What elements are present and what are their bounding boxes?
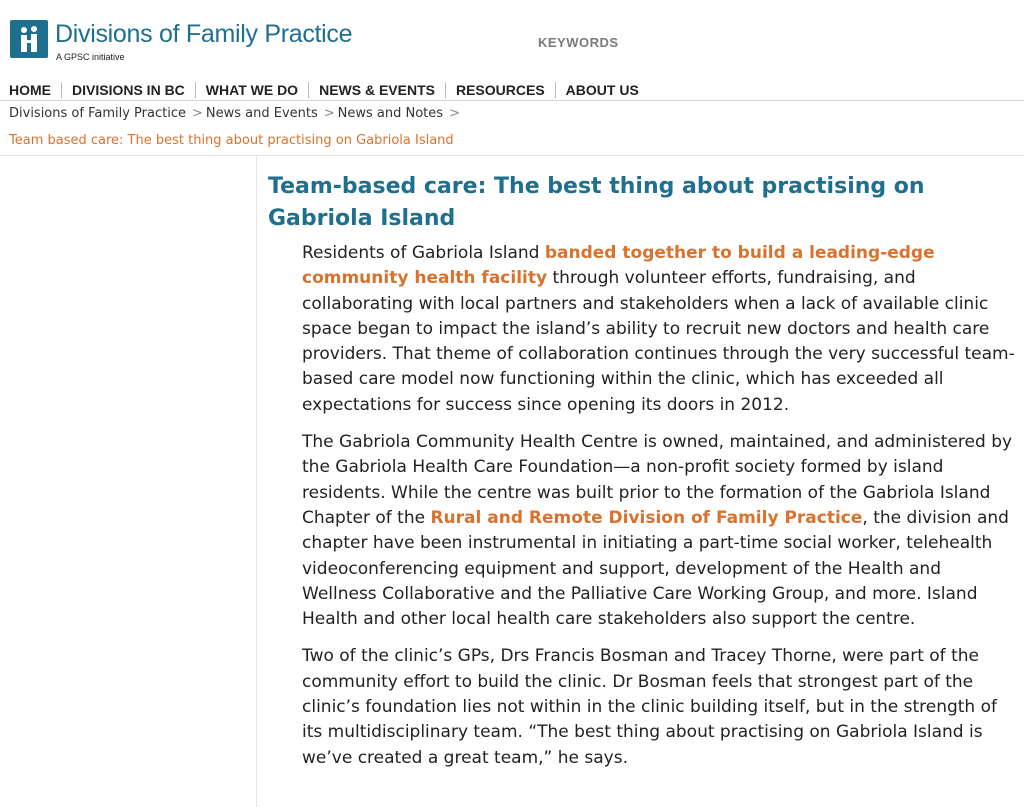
sidebar-divider [256, 156, 257, 807]
paragraph-text: through volunteer efforts, fundraising, and collaborating with local partners and stakeholders when a lack of available clinic space began to impact the island’s ability to recruit new doctors and health care providers. That theme of collaboration continues through the very successful team-based care model now functioning within the clinic, which has exceeded all expectations for success since opening its doors in 2012. [302, 268, 1015, 415]
keywords-link[interactable]: KEYWORDS [538, 35, 619, 50]
site-header [0, 0, 1024, 80]
article-body [302, 241, 1018, 783]
breadcrumb-current: Team based care: The best thing about practising on Gabriola Island [9, 133, 454, 148]
health-facility-link[interactable]: banded together to build a leading-edge community health facility [302, 243, 935, 289]
paragraph-text: , the division and chapter have been instrumental in initiating a part-time social worker, telehealth videoconferencing equipment and support, development of the Health and Wellness Collaborative and the Palliative Care Working Group, and more. Island Health and other local health care stakeholders also support the centre. [302, 507, 1009, 630]
breadcrumb-separator: > [323, 106, 335, 121]
breadcrumb [9, 106, 463, 121]
article-title: Team-based care: The best thing about practising on Gabriola Island [268, 174, 925, 231]
main-nav [0, 81, 649, 99]
logo-icon[interactable] [10, 20, 48, 58]
article-paragraph: Two of the clinic’s GPs, Drs Francis Bosman and Tracey Thorne, were part of the community effort to build the clinic. Dr Bosman feels that strongest part of the clinic’s foundation lies not within in the clinic building itself, but in the strength of its multidisciplinary team. “The best thing about practising on Gabriola Island is we’ve created a great team,” he says. [302, 646, 997, 768]
paragraph-text: The Gabriola Community Health Centre is owned, maintained, and administered by the Gabriola Health Care Foundation—a non-profit society formed by island residents. While the centre was built prior to the formation of the Gabriola Island Chapter of the [302, 432, 1013, 528]
nav-home[interactable]: HOME [0, 82, 62, 98]
article-paragraph [302, 430, 1018, 632]
nav-news-events[interactable]: NEWS & EVENTS [309, 82, 446, 98]
nav-divider [0, 100, 1024, 101]
breadcrumb-item-divisions[interactable]: Divisions of Family Practice [9, 106, 186, 121]
article-paragraph [302, 241, 1018, 418]
nav-resources[interactable]: RESOURCES [446, 82, 556, 98]
breadcrumb-item-news-events[interactable]: News and Events [205, 106, 318, 121]
breadcrumb-divider [0, 155, 1024, 156]
brand-name[interactable]: Divisions of Family Practice [55, 20, 353, 48]
nav-about-us[interactable]: ABOUT US [565, 82, 639, 98]
brand-tagline: A GPSC initiative [56, 52, 125, 62]
nav-what-we-do[interactable]: WHAT WE DO [196, 82, 309, 98]
breadcrumb-separator: > [449, 106, 460, 121]
paragraph-text: Residents of Gabriola Island [302, 243, 545, 263]
breadcrumb-separator: > [191, 106, 203, 121]
breadcrumb-item-news-notes[interactable]: News and Notes [337, 106, 444, 121]
nav-divisions-in-bc[interactable]: DIVISIONS IN BC [62, 82, 196, 98]
rural-remote-division-link[interactable]: Rural and Remote Division of Family Practice [430, 507, 863, 528]
